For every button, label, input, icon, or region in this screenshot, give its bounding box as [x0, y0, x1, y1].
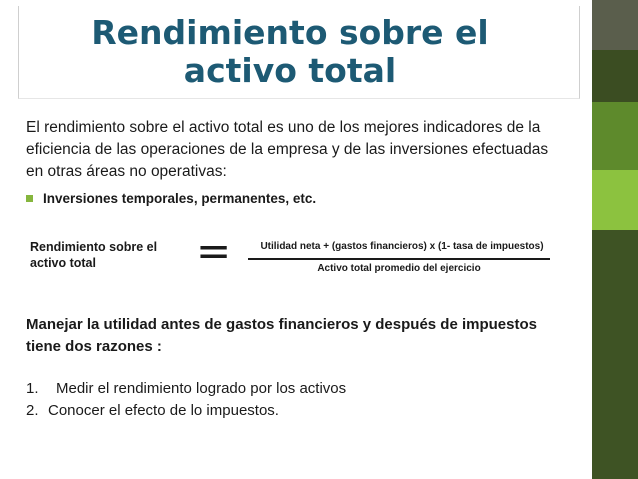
formula-denominator: Activo total promedio del ejercicio	[317, 263, 481, 274]
list-text: Medir el rendimiento logrado por los activos	[56, 380, 347, 397]
decor-bar-segment	[592, 0, 638, 50]
list-item	[26, 400, 346, 422]
formula-label-line2: activo total	[30, 256, 96, 270]
list-text: Conocer el efecto de lo impuestos.	[48, 402, 279, 419]
bullet-item	[26, 191, 316, 206]
bullet-text: Inversiones temporales, permanentes, etc.	[43, 191, 317, 206]
reasons-list	[26, 378, 346, 422]
formula-label	[30, 239, 190, 271]
formula-equals: =	[196, 226, 232, 275]
decor-bar-segment	[592, 170, 638, 230]
reasons-paragraph: Manejar la utilidad antes de gastos financieros y después de impuestos tiene dos razones :	[26, 316, 537, 355]
list-number: 1.	[26, 380, 39, 397]
formula-fraction-bar	[248, 258, 550, 260]
list-number: 2.	[26, 402, 39, 419]
intro-paragraph: El rendimiento sobre el activo total es uno de los mejores indicadores de la eficiencia de las operaciones de la empresa y de las inversiones efectuadas en otras áreas no operativas:	[26, 119, 549, 180]
formula-label-line1: Rendimiento sobre el	[30, 240, 158, 254]
slide-title: Rendimiento sobre el activo total	[91, 13, 489, 90]
bullet-square-icon	[26, 195, 33, 202]
decor-bar-segment	[592, 102, 638, 170]
decor-bar-segment	[592, 230, 638, 479]
decor-bar-segment	[592, 50, 638, 102]
list-item	[26, 378, 346, 400]
formula-numerator: Utilidad neta + (gastos financieros) x (1- tasa de impuestos)	[260, 241, 544, 252]
